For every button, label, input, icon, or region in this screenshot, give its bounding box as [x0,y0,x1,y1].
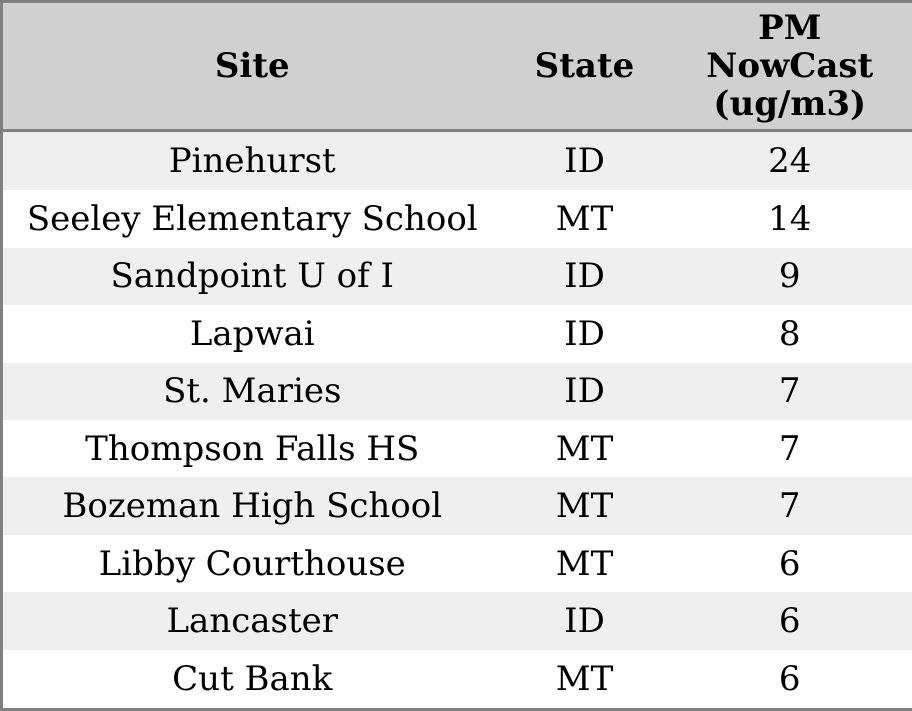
table-row [2,592,912,649]
site-cell: Thompson Falls HS [85,428,420,469]
pm-value-cell: 6 [778,658,801,699]
state-cell: MT [555,198,614,239]
pm-value-cell: 8 [778,313,801,354]
site-cell: Sandpoint U of I [110,256,394,297]
table-row [2,420,912,477]
column-header-site [2,2,502,131]
pm-value-cell: 6 [778,601,801,642]
pm-value-cell: 7 [778,428,801,469]
state-cell: MT [555,428,614,469]
table-row [2,477,912,534]
site-cell: Lancaster [166,601,339,642]
state-cell: MT [555,658,614,699]
site-cell: St. Maries [163,371,342,412]
pm-value-cell: 7 [778,486,801,527]
table-row [2,363,912,420]
pm-value-cell: 7 [778,371,801,412]
state-cell: ID [564,256,605,297]
site-cell: Pinehurst [168,141,336,182]
site-cell: Seeley Elementary School [26,198,478,239]
column-header-pm-nowcast [668,2,912,131]
state-cell: MT [555,543,614,584]
table-body [2,131,912,710]
state-cell: ID [564,141,605,182]
site-cell: Libby Courthouse [98,543,406,584]
table-row [2,305,912,362]
table-row [2,650,912,710]
table-row [2,535,912,592]
header-row [2,2,912,131]
site-cell: Cut Bank [172,658,333,699]
column-header-site-label: Site [214,45,290,86]
state-cell: ID [564,313,605,354]
column-header-pm-nowcast-label: PM NowCast (ug/m3) [706,7,874,125]
pm-value-cell: 6 [778,543,801,584]
state-cell: MT [555,486,614,527]
pm-value-cell: 24 [768,141,812,182]
table-row [2,131,912,191]
pm-value-cell: 14 [768,198,812,239]
table-header [2,2,912,131]
state-cell: ID [564,601,605,642]
table-row [2,248,912,305]
state-cell: ID [564,371,605,412]
site-cell: Lapwai [189,313,315,354]
site-cell: Bozeman High School [62,486,443,527]
column-header-state-label: State [534,45,635,86]
table-row [2,190,912,247]
pm-value-cell: 9 [778,256,801,297]
column-header-state [502,2,668,131]
